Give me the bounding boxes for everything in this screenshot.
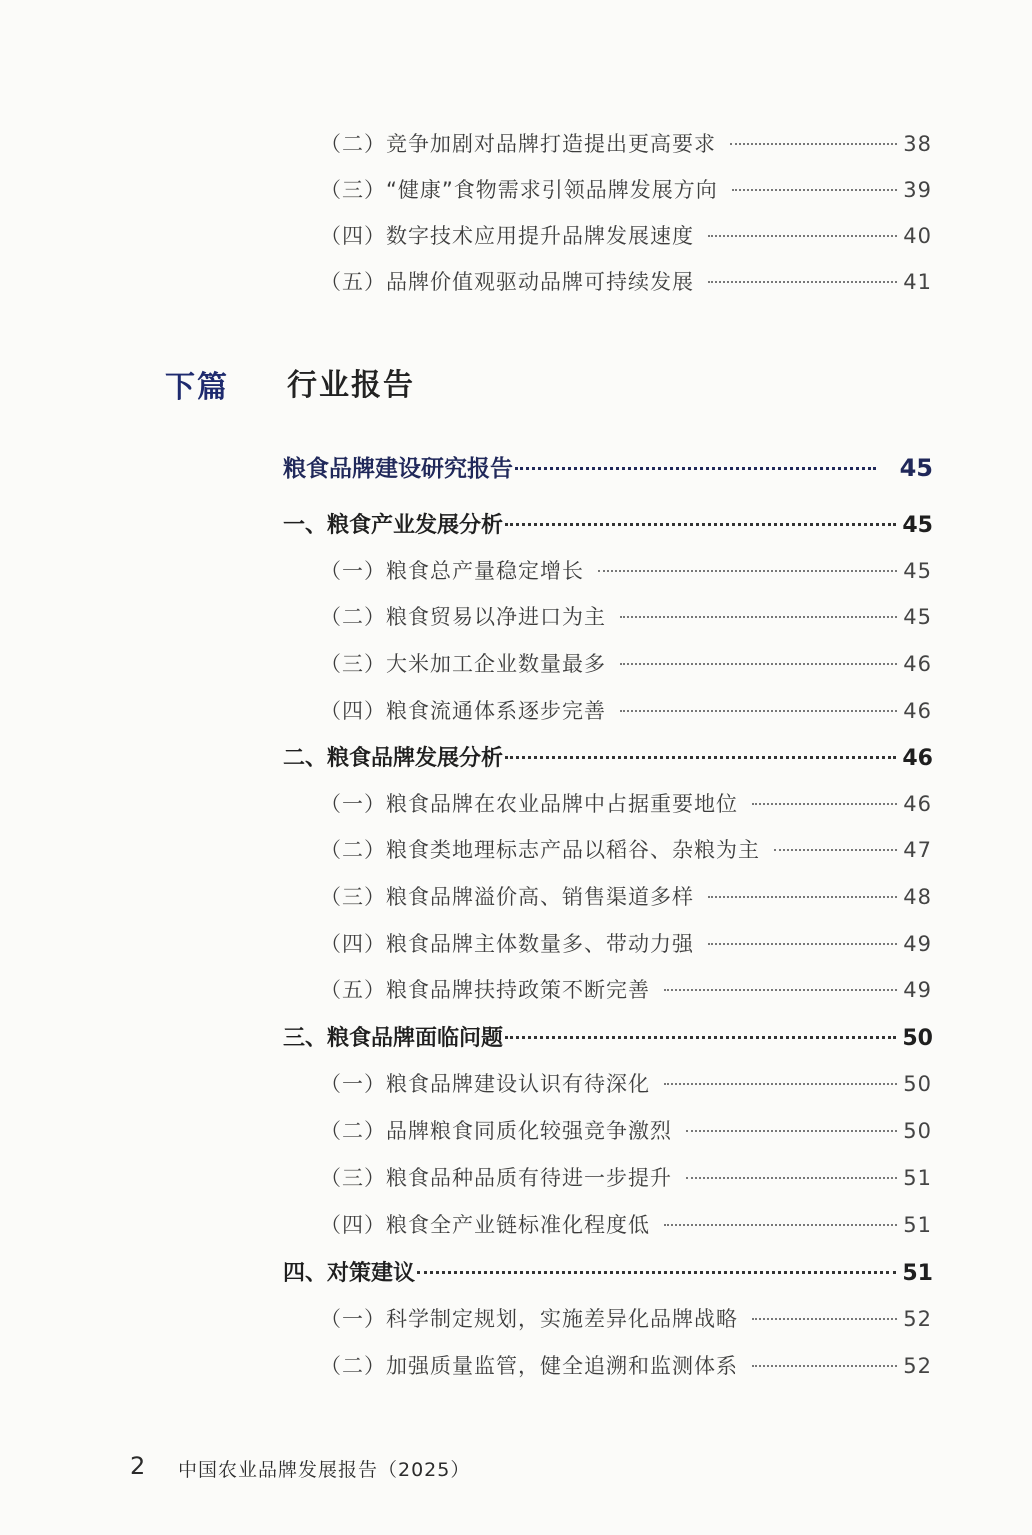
dot-leader: [664, 1224, 897, 1226]
toc-entry-label: （四）粮食品牌主体数量多、带动力强: [320, 932, 694, 956]
toc-section-entry[interactable]: [283, 1256, 933, 1287]
toc-entry-page: 52: [903, 1354, 932, 1378]
toc-entry-label: （三）“健康”食物需求引领品牌发展方向: [320, 178, 718, 202]
toc-entry[interactable]: [320, 974, 932, 1004]
toc-entry-page: 52: [903, 1307, 932, 1331]
toc-section-entry[interactable]: [283, 508, 933, 539]
dot-leader: [774, 849, 897, 851]
dot-leader: [505, 523, 896, 526]
toc-entry[interactable]: [320, 174, 932, 204]
dot-leader: [515, 467, 876, 470]
toc-entry-page: 45: [902, 513, 933, 538]
toc-entry-page: 49: [903, 932, 932, 956]
toc-entry-page: 51: [903, 1213, 932, 1237]
dot-leader: [505, 756, 896, 759]
footer-page-number: 2: [130, 1452, 146, 1480]
dot-leader: [686, 1177, 897, 1179]
toc-entry[interactable]: [320, 695, 932, 725]
toc-entry[interactable]: [320, 1350, 932, 1380]
dot-leader: [505, 1036, 896, 1039]
toc-entry-page: 50: [903, 1119, 932, 1143]
toc-entry-page: 50: [903, 1072, 932, 1096]
dot-leader: [620, 616, 897, 618]
dot-leader: [708, 281, 897, 283]
toc-entry-page: 50: [902, 1026, 933, 1051]
toc-entry-page: 38: [903, 132, 932, 156]
toc-entry-page: 46: [903, 699, 932, 723]
part-label: 下篇: [165, 370, 229, 405]
toc-entry[interactable]: [320, 220, 932, 250]
toc-entry-page: 46: [903, 652, 932, 676]
toc-entry[interactable]: [320, 1209, 932, 1239]
toc-entry-label: （五）粮食品牌扶持政策不断完善: [320, 978, 650, 1002]
footer-book-title: 中国农业品牌发展报告（2025）: [178, 1459, 471, 1481]
dot-leader: [752, 803, 897, 805]
toc-entry-label: （四）数字技术应用提升品牌发展速度: [320, 224, 694, 248]
part-title: 行业报告: [287, 368, 415, 403]
toc-entry[interactable]: [320, 266, 932, 296]
toc-entry[interactable]: [320, 928, 932, 958]
toc-entry-label: （二）竞争加剧对品牌打造提出更高要求: [320, 132, 716, 156]
toc-entry-page: 49: [903, 978, 932, 1002]
toc-entry[interactable]: [320, 1115, 932, 1145]
toc-entry[interactable]: [320, 601, 932, 631]
dot-leader: [686, 1130, 897, 1132]
dot-leader: [417, 1271, 896, 1274]
toc-entry-page: 45: [899, 454, 933, 482]
toc-entry-label: （三）粮食品牌溢价高、销售渠道多样: [320, 885, 694, 909]
toc-entry-page: 40: [903, 224, 932, 248]
toc-entry[interactable]: [320, 555, 932, 585]
toc-entry-page: 39: [903, 178, 932, 202]
toc-entry[interactable]: [320, 1162, 932, 1192]
toc-entry-page: 45: [903, 605, 932, 629]
dot-leader: [752, 1318, 897, 1320]
toc-entry-label: 粮食品牌建设研究报告: [283, 456, 513, 482]
toc-entry-label: 四、对策建议: [283, 1261, 416, 1286]
toc-entry-label: （一）粮食品牌在农业品牌中占据重要地位: [320, 792, 738, 816]
toc-entry-label: （一）科学制定规划，实施差异化品牌战略: [320, 1307, 738, 1331]
toc-entry-label: （二）加强质量监管，健全追溯和监测体系: [320, 1354, 738, 1378]
dot-leader: [620, 710, 897, 712]
toc-entry-page: 46: [903, 792, 932, 816]
toc-entry-page: 51: [902, 1261, 933, 1286]
dot-leader: [598, 570, 897, 572]
toc-entry-label: （三）粮食品种品质有待进一步提升: [320, 1166, 672, 1190]
toc-entry-label: （二）粮食贸易以净进口为主: [320, 605, 606, 629]
dot-leader: [620, 663, 897, 665]
toc-entry-label: （五）品牌价值观驱动品牌可持续发展: [320, 270, 694, 294]
toc-entry-label: （四）粮食全产业链标准化程度低: [320, 1213, 650, 1237]
toc-entry-label: （二）粮食类地理标志产品以稻谷、杂粮为主: [320, 838, 760, 862]
toc-entry[interactable]: [320, 1303, 932, 1333]
toc-entry-label: 二、粮食品牌发展分析: [283, 746, 504, 771]
toc-entry[interactable]: [320, 128, 932, 158]
toc-entry-page: 45: [903, 559, 932, 583]
toc-entry-page: 46: [902, 746, 933, 771]
dot-leader: [730, 143, 897, 145]
toc-entry[interactable]: [320, 834, 932, 864]
dot-leader: [664, 1083, 897, 1085]
dot-leader: [708, 896, 897, 898]
toc-entry-page: 41: [903, 270, 932, 294]
toc-entry[interactable]: [320, 788, 932, 818]
toc-entry-label: 一、粮食产业发展分析: [283, 513, 504, 538]
toc-entry-label: （三）大米加工企业数量最多: [320, 652, 606, 676]
toc-entry[interactable]: [320, 881, 932, 911]
toc-section-entry[interactable]: [283, 1021, 933, 1052]
toc-entry-label: 三、粮食品牌面临问题: [283, 1026, 504, 1051]
dot-leader: [708, 235, 897, 237]
toc-entry[interactable]: [320, 1068, 932, 1098]
dot-leader: [732, 189, 898, 191]
toc-entry-label: （四）粮食流通体系逐步完善: [320, 699, 606, 723]
toc-entry-page: 47: [903, 838, 932, 862]
dot-leader: [752, 1365, 897, 1367]
dot-leader: [708, 943, 897, 945]
toc-section-entry[interactable]: [283, 741, 933, 772]
toc-entry[interactable]: [320, 648, 932, 678]
toc-entry-label: （二）品牌粮食同质化较强竞争激烈: [320, 1119, 672, 1143]
toc-report-entry[interactable]: [283, 450, 933, 483]
dot-leader: [664, 989, 897, 991]
toc-entry-page: 48: [903, 885, 932, 909]
toc-entry-label: （一）粮食总产量稳定增长: [320, 559, 584, 583]
toc-entry-page: 51: [903, 1166, 932, 1190]
toc-entry-label: （一）粮食品牌建设认识有待深化: [320, 1072, 650, 1096]
